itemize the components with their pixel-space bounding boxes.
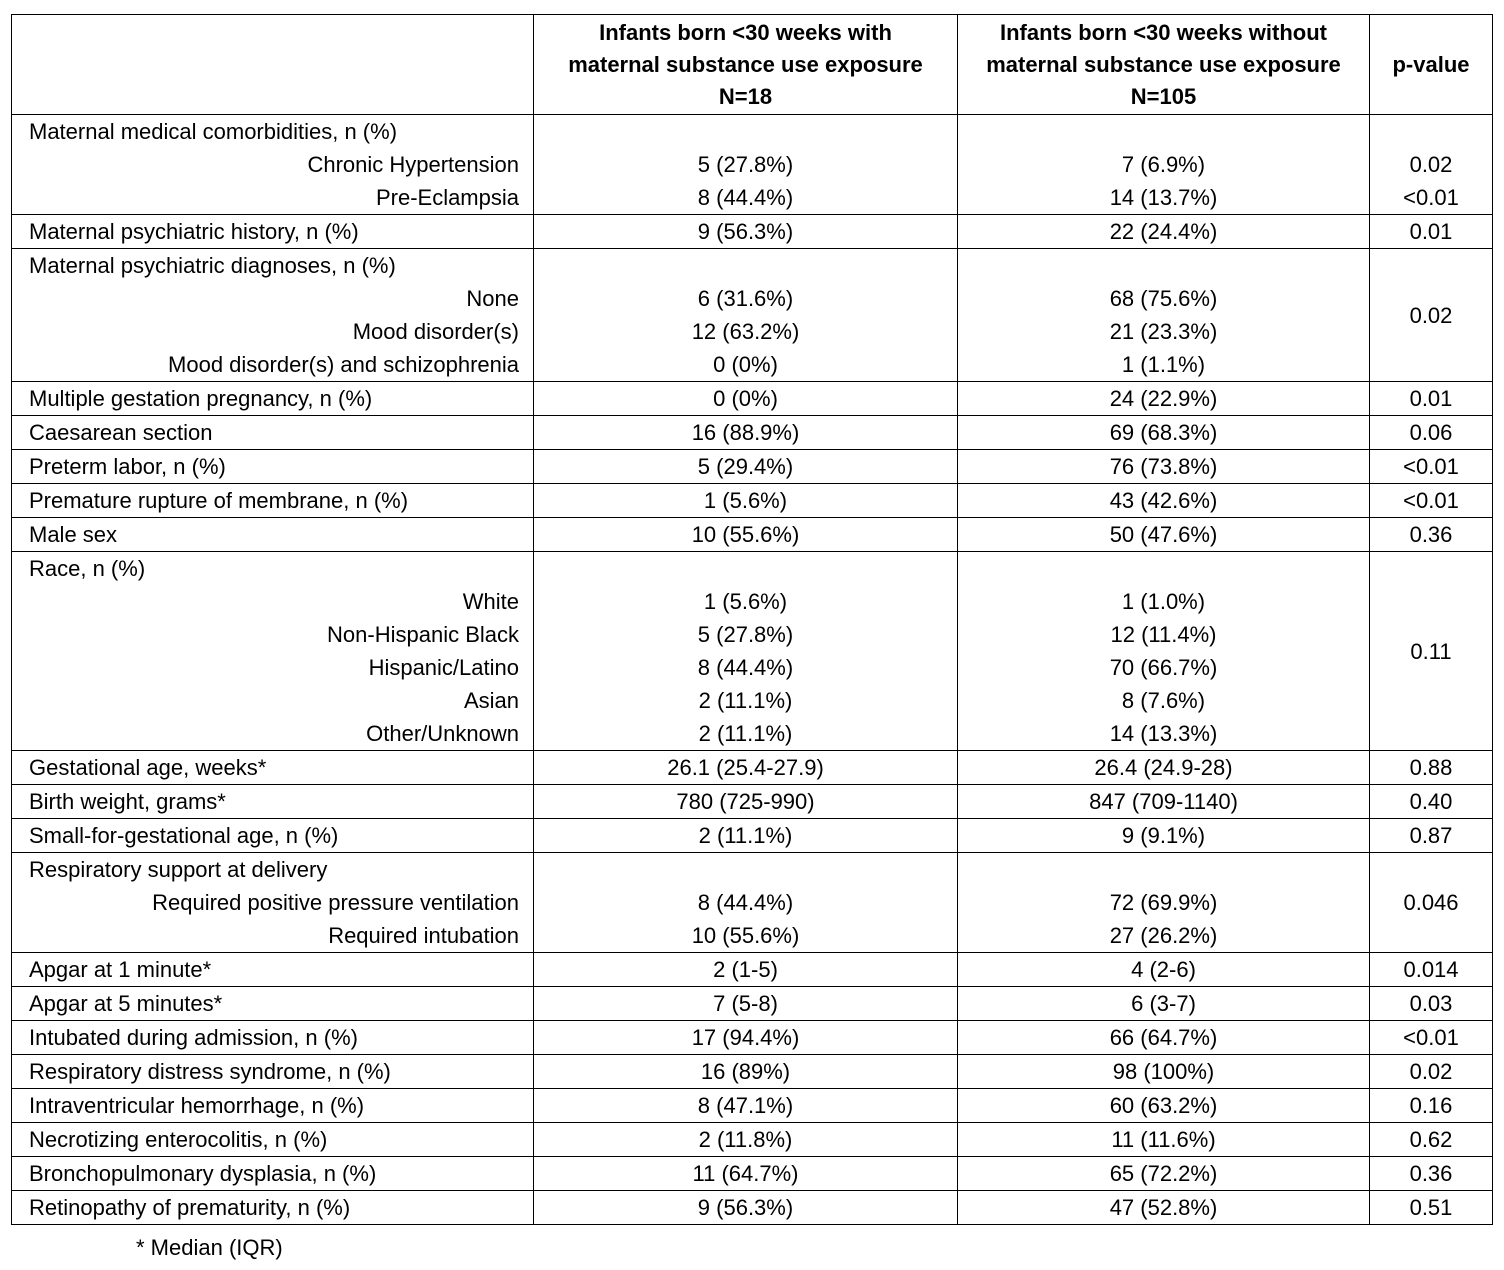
exposed-cell xyxy=(534,416,958,450)
p-value-cell xyxy=(1370,751,1493,785)
unexposed-value: 66 (64.7%) xyxy=(1109,1025,1218,1050)
table-row xyxy=(12,518,1493,552)
exposed-value: 5 (29.4%) xyxy=(697,454,794,479)
row-label: Respiratory distress syndrome, n (%) xyxy=(29,1059,391,1084)
unexposed-value: 72 (69.9%) xyxy=(1109,890,1218,915)
exposed-cell xyxy=(534,751,958,785)
unexposed-cell xyxy=(958,1191,1370,1225)
unexposed-cell xyxy=(958,382,1370,416)
table-row xyxy=(12,785,1493,819)
exposed-value: 8 (44.4%) xyxy=(697,185,794,210)
unexposed-value: 11 (11.6%) xyxy=(1111,1127,1216,1152)
row-label-cell xyxy=(12,819,534,853)
unexposed-value: 8 (7.6%) xyxy=(1121,688,1206,713)
sub-row-label: Mood disorder(s) and schizophrenia xyxy=(168,352,519,377)
sub-row-label: Other/Unknown xyxy=(366,721,519,746)
exposed-value: 26.1 (25.4-27.9) xyxy=(667,755,824,780)
exposed-cell xyxy=(534,1089,958,1123)
p-value-cell xyxy=(1370,215,1493,249)
unexposed-value: 21 (23.3%) xyxy=(1109,319,1218,344)
sub-row-label: Required positive pressure ventilation xyxy=(152,890,519,915)
exposed-value: 1 (5.6%) xyxy=(703,488,788,513)
exposed-cell xyxy=(534,484,958,518)
exposed-value: 780 (725-990) xyxy=(676,789,815,814)
p-value: 0.51 xyxy=(1409,1195,1453,1220)
exposed-cell xyxy=(534,853,958,953)
unexposed-cell xyxy=(958,450,1370,484)
p-value: 0.16 xyxy=(1409,1093,1453,1118)
unexposed-value: 22 (24.4%) xyxy=(1109,219,1218,244)
sub-row-label: Required intubation xyxy=(328,923,519,948)
row-label: Maternal medical comorbidities, n (%) xyxy=(29,119,398,144)
unexposed-cell xyxy=(958,249,1370,382)
row-label: Intubated during admission, n (%) xyxy=(29,1025,358,1050)
row-label-cell xyxy=(12,215,534,249)
row-label: Premature rupture of membrane, n (%) xyxy=(29,488,409,513)
exposed-cell xyxy=(534,450,958,484)
p-value: 0.40 xyxy=(1409,789,1453,814)
p-value: 0.62 xyxy=(1409,1127,1453,1152)
unexposed-cell xyxy=(958,853,1370,953)
sub-row-label: Chronic Hypertension xyxy=(307,152,519,177)
header-exposed-line: maternal substance use exposure xyxy=(568,51,923,77)
p-value: 0.02 xyxy=(1409,152,1453,177)
exposed-cell xyxy=(534,115,958,215)
exposed-value: 12 (63.2%) xyxy=(691,319,800,344)
exposed-cell xyxy=(534,552,958,751)
exposed-value: 9 (56.3%) xyxy=(697,1195,794,1220)
exposed-cell xyxy=(534,215,958,249)
unexposed-value: 6 (3-7) xyxy=(1131,991,1196,1016)
row-label-cell xyxy=(12,1089,534,1123)
row-label-cell xyxy=(12,249,534,382)
row-label: Small-for-gestational age, n (%) xyxy=(29,823,339,848)
table-row xyxy=(12,853,1493,953)
table-row xyxy=(12,953,1493,987)
p-value: 0.88 xyxy=(1409,755,1453,780)
p-value: 0.02 xyxy=(1409,302,1453,328)
spacer xyxy=(534,853,957,886)
characteristics-table xyxy=(11,14,1493,1225)
footnote: * Median (IQR) xyxy=(136,1235,283,1260)
exposed-cell xyxy=(534,1021,958,1055)
p-value: <0.01 xyxy=(1403,1025,1459,1050)
table-row xyxy=(12,1157,1493,1191)
p-value-cell xyxy=(1370,1123,1493,1157)
table-row xyxy=(12,987,1493,1021)
p-value-cell xyxy=(1370,1089,1493,1123)
unexposed-cell xyxy=(958,1123,1370,1157)
unexposed-cell xyxy=(958,819,1370,853)
exposed-value: 8 (44.4%) xyxy=(697,655,794,680)
unexposed-value: 43 (42.6%) xyxy=(1109,488,1218,513)
unexposed-value: 68 (75.6%) xyxy=(1109,286,1218,311)
row-label-cell xyxy=(12,450,534,484)
exposed-value: 16 (88.9%) xyxy=(691,420,800,445)
exposed-value: 7 (5-8) xyxy=(713,991,778,1016)
unexposed-cell xyxy=(958,416,1370,450)
row-label-cell xyxy=(12,484,534,518)
header-row xyxy=(12,15,1493,115)
row-label-cell xyxy=(12,1021,534,1055)
spacer xyxy=(958,853,1369,886)
row-label-cell xyxy=(12,1055,534,1089)
row-label-cell xyxy=(12,953,534,987)
row-label: Retinopathy of prematurity, n (%) xyxy=(29,1195,351,1220)
row-label-cell xyxy=(12,382,534,416)
spacer xyxy=(534,552,957,585)
spacer xyxy=(534,115,957,148)
unexposed-value: 4 (2-6) xyxy=(1131,957,1196,982)
unexposed-cell xyxy=(958,518,1370,552)
unexposed-value: 69 (68.3%) xyxy=(1109,420,1218,445)
row-label: Bronchopulmonary dysplasia, n (%) xyxy=(29,1161,377,1186)
header-exposed-line: Infants born <30 weeks with xyxy=(599,19,892,45)
table-row xyxy=(12,1055,1493,1089)
spacer xyxy=(1370,115,1492,148)
table-row xyxy=(12,1021,1493,1055)
unexposed-value: 24 (22.9%) xyxy=(1109,386,1218,411)
row-label-cell xyxy=(12,1157,534,1191)
unexposed-value: 12 (11.4%) xyxy=(1110,622,1217,647)
unexposed-value: 1 (1.1%) xyxy=(1121,352,1206,377)
p-value-cell xyxy=(1370,853,1493,953)
p-value-cell xyxy=(1370,1191,1493,1225)
exposed-value: 0 (0%) xyxy=(713,352,778,377)
row-label: Maternal psychiatric history, n (%) xyxy=(29,219,359,244)
table-row xyxy=(12,1191,1493,1225)
spacer xyxy=(534,249,957,282)
row-label: Male sex xyxy=(29,522,118,547)
p-value-cell xyxy=(1370,115,1493,215)
row-label-cell xyxy=(12,518,534,552)
unexposed-value: 14 (13.3%) xyxy=(1109,721,1218,746)
unexposed-value: 1 (1.0%) xyxy=(1121,589,1206,614)
unexposed-cell xyxy=(958,751,1370,785)
row-label-cell xyxy=(12,1191,534,1225)
spacer xyxy=(958,249,1369,282)
p-value: <0.01 xyxy=(1403,488,1459,513)
p-value: 0.11 xyxy=(1410,638,1452,664)
table-row xyxy=(12,416,1493,450)
exposed-value: 17 (94.4%) xyxy=(691,1025,800,1050)
row-label-cell xyxy=(12,115,534,215)
exposed-value: 2 (1-5) xyxy=(713,957,778,982)
unexposed-value: 70 (66.7%) xyxy=(1109,655,1218,680)
p-value-cell xyxy=(1370,1021,1493,1055)
row-label-cell xyxy=(12,552,534,751)
sub-row-label: Hispanic/Latino xyxy=(368,655,519,680)
p-value-cell xyxy=(1370,819,1493,853)
row-label-cell xyxy=(12,785,534,819)
exposed-value: 2 (11.8%) xyxy=(698,1127,793,1152)
unexposed-cell xyxy=(958,785,1370,819)
unexposed-value: 50 (47.6%) xyxy=(1109,522,1218,547)
p-value-cell xyxy=(1370,987,1493,1021)
sub-row-label: Mood disorder(s) xyxy=(352,319,519,344)
p-value: 0.36 xyxy=(1409,522,1453,547)
p-value: 0.06 xyxy=(1409,420,1453,445)
p-value-cell xyxy=(1370,249,1493,382)
exposed-value: 2 (11.1%) xyxy=(698,721,793,746)
exposed-cell xyxy=(534,953,958,987)
exposed-value: 10 (55.6%) xyxy=(691,923,800,948)
exposed-value: 8 (47.1%) xyxy=(697,1093,794,1118)
exposed-cell xyxy=(534,382,958,416)
p-value: 0.01 xyxy=(1409,219,1453,244)
exposed-value: 16 (89%) xyxy=(700,1059,791,1084)
p-value: 0.03 xyxy=(1409,991,1453,1016)
header-p-value: p-value xyxy=(1370,15,1493,115)
unexposed-value: 26.4 (24.9-28) xyxy=(1094,755,1233,780)
row-label: Apgar at 5 minutes* xyxy=(29,991,223,1016)
table-row xyxy=(12,382,1493,416)
unexposed-value: 98 (100%) xyxy=(1112,1059,1215,1084)
p-value-cell xyxy=(1370,382,1493,416)
exposed-value: 6 (31.6%) xyxy=(697,286,794,311)
exposed-cell xyxy=(534,785,958,819)
row-label-cell xyxy=(12,1123,534,1157)
table-row xyxy=(12,450,1493,484)
p-value: 0.36 xyxy=(1409,1161,1453,1186)
exposed-value: 5 (27.8%) xyxy=(697,152,794,177)
sub-row-label: Asian xyxy=(463,688,519,713)
p-value-cell xyxy=(1370,552,1493,751)
p-value-cell xyxy=(1370,1157,1493,1191)
header-unexposed-line: Infants born <30 weeks without xyxy=(999,19,1327,45)
unexposed-cell xyxy=(958,552,1370,751)
table-row xyxy=(12,215,1493,249)
exposed-value: 8 (44.4%) xyxy=(697,890,794,915)
exposed-cell xyxy=(534,987,958,1021)
exposed-cell xyxy=(534,1055,958,1089)
p-value: 0.02 xyxy=(1409,1059,1453,1084)
unexposed-value: 65 (72.2%) xyxy=(1109,1161,1218,1186)
sub-row-label: None xyxy=(466,286,519,311)
exposed-value: 9 (56.3%) xyxy=(697,219,794,244)
row-label-cell xyxy=(12,853,534,953)
unexposed-value: 47 (52.8%) xyxy=(1109,1195,1218,1220)
spacer xyxy=(958,552,1369,585)
row-label: Maternal psychiatric diagnoses, n (%) xyxy=(29,253,396,278)
row-label-cell xyxy=(12,751,534,785)
row-label: Preterm labor, n (%) xyxy=(29,454,226,479)
unexposed-cell xyxy=(958,953,1370,987)
row-label: Caesarean section xyxy=(29,420,213,445)
unexposed-cell xyxy=(958,484,1370,518)
header-unexposed xyxy=(958,15,1370,115)
row-label: Gestational age, weeks* xyxy=(29,755,267,780)
exposed-cell xyxy=(534,1191,958,1225)
spacer xyxy=(958,115,1369,148)
unexposed-value: 9 (9.1%) xyxy=(1121,823,1206,848)
p-value: 0.01 xyxy=(1409,386,1453,411)
table-row xyxy=(12,751,1493,785)
header-blank-cell xyxy=(12,15,534,115)
exposed-value: 11 (64.7%) xyxy=(692,1161,799,1186)
exposed-value: 2 (11.1%) xyxy=(698,688,793,713)
p-value-cell xyxy=(1370,416,1493,450)
row-label: Apgar at 1 minute* xyxy=(29,957,212,982)
unexposed-value: 847 (709-1140) xyxy=(1089,789,1238,814)
row-label: Intraventricular hemorrhage, n (%) xyxy=(29,1093,365,1118)
row-label: Birth weight, grams* xyxy=(29,789,226,814)
p-value-cell xyxy=(1370,953,1493,987)
exposed-value: 10 (55.6%) xyxy=(691,522,800,547)
exposed-value: 1 (5.6%) xyxy=(703,589,788,614)
unexposed-value: 7 (6.9%) xyxy=(1121,152,1206,177)
p-value: <0.01 xyxy=(1403,454,1459,479)
p-value-cell xyxy=(1370,518,1493,552)
unexposed-cell xyxy=(958,987,1370,1021)
p-value-cell xyxy=(1370,484,1493,518)
table-row xyxy=(12,552,1493,751)
table-row xyxy=(12,819,1493,853)
row-label: Necrotizing enterocolitis, n (%) xyxy=(29,1127,328,1152)
p-value: 0.046 xyxy=(1403,890,1459,915)
p-value-cell xyxy=(1370,450,1493,484)
row-label: Respiratory support at delivery xyxy=(29,857,328,882)
p-value: 0.87 xyxy=(1409,823,1453,848)
row-label: Race, n (%) xyxy=(29,556,146,581)
unexposed-cell xyxy=(958,115,1370,215)
exposed-cell xyxy=(534,249,958,382)
unexposed-cell xyxy=(958,1089,1370,1123)
table-row xyxy=(12,1089,1493,1123)
p-value-cell xyxy=(1370,1055,1493,1089)
exposed-value: 0 (0%) xyxy=(713,386,778,411)
exposed-value: 2 (11.1%) xyxy=(698,823,793,848)
unexposed-value: 27 (26.2%) xyxy=(1109,923,1218,948)
p-value: 0.014 xyxy=(1403,957,1459,982)
header-exposed xyxy=(534,15,958,115)
exposed-cell xyxy=(534,518,958,552)
unexposed-cell xyxy=(958,1157,1370,1191)
p-value-cell xyxy=(1370,785,1493,819)
sub-row-label: Pre-Eclampsia xyxy=(375,185,519,210)
header-exposed-line: N=18 xyxy=(718,83,773,109)
exposed-cell xyxy=(534,819,958,853)
table-row xyxy=(12,249,1493,382)
sub-row-label: White xyxy=(462,589,519,614)
unexposed-cell xyxy=(958,215,1370,249)
exposed-cell xyxy=(534,1123,958,1157)
header-unexposed-line: maternal substance use exposure xyxy=(986,51,1341,77)
unexposed-value: 14 (13.7%) xyxy=(1109,185,1218,210)
unexposed-cell xyxy=(958,1055,1370,1089)
exposed-cell xyxy=(534,1157,958,1191)
table-row xyxy=(12,1123,1493,1157)
exposed-value: 5 (27.8%) xyxy=(697,622,794,647)
unexposed-value: 76 (73.8%) xyxy=(1109,454,1218,479)
sub-row-label: Non-Hispanic Black xyxy=(327,622,519,647)
header-unexposed-line: N=105 xyxy=(1130,83,1197,109)
table-row xyxy=(12,115,1493,215)
table-row xyxy=(12,484,1493,518)
row-label-cell xyxy=(12,987,534,1021)
unexposed-cell xyxy=(958,1021,1370,1055)
row-label: Multiple gestation pregnancy, n (%) xyxy=(29,386,373,411)
unexposed-value: 60 (63.2%) xyxy=(1109,1093,1218,1118)
row-label-cell xyxy=(12,416,534,450)
p-value: <0.01 xyxy=(1403,185,1459,210)
